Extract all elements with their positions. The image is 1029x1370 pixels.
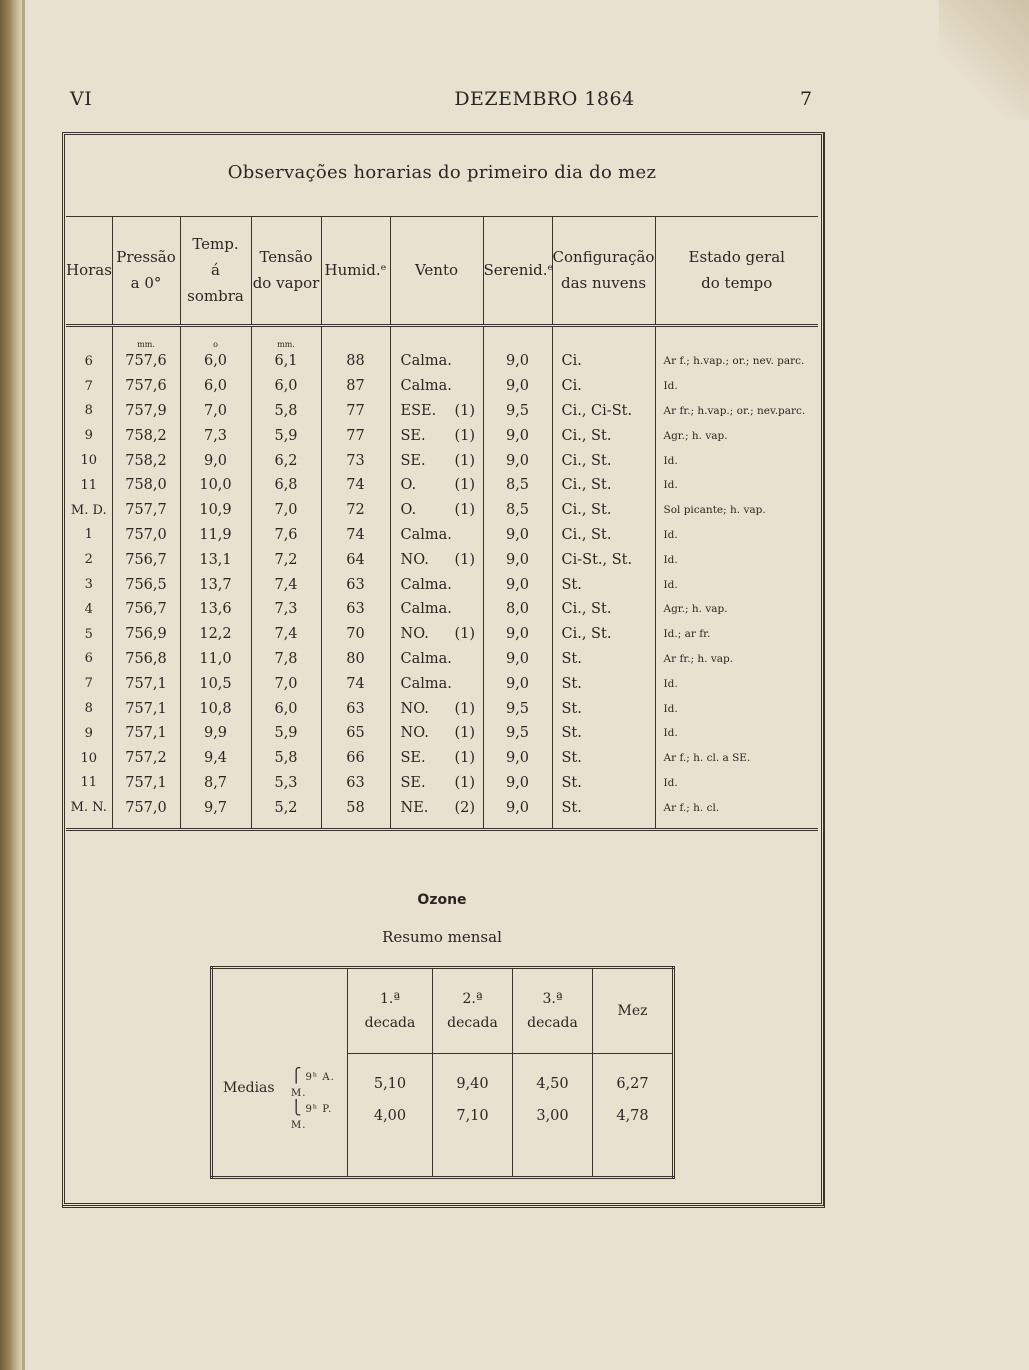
- cell-pressao: 757,0: [112, 795, 180, 820]
- cell-seren: 9,0: [483, 795, 552, 820]
- cell-config: Ci.: [552, 349, 655, 374]
- cell-humid: 73: [321, 448, 390, 473]
- cell-config: St.: [552, 795, 655, 820]
- col-header-serenid-line1: Serenid.ᵉ: [483, 261, 554, 279]
- cell-seren: 9,0: [483, 622, 552, 647]
- wind-force: (1): [454, 402, 476, 419]
- wind-force: (1): [454, 477, 476, 494]
- cell-tensao: 5,8: [251, 746, 321, 771]
- cell-tensao: 5,9: [251, 423, 321, 448]
- wind-direction: NE.: [400, 799, 429, 816]
- wind-force: (1): [454, 700, 476, 717]
- cell-vento: [390, 721, 483, 746]
- table-title-area: [66, 136, 818, 217]
- table-row: [66, 746, 818, 771]
- table-row: [66, 671, 818, 696]
- cell-config: Ci., St.: [552, 523, 655, 548]
- col-header-tensao-line1: Tensão: [259, 248, 313, 266]
- col-header-temp: [180, 216, 251, 326]
- table-row: [66, 622, 818, 647]
- cell-humid: 63: [321, 572, 390, 597]
- unit-temp: o: [180, 326, 251, 350]
- cell-estado: Sol picante; h. vap.: [655, 498, 818, 523]
- cell-config: St.: [552, 572, 655, 597]
- ozone-col-header-line1: Mez: [617, 1003, 648, 1019]
- ozone-value: 4,50: [513, 1054, 593, 1100]
- cell-vento: [390, 795, 483, 820]
- cell-estado: Id.: [655, 721, 818, 746]
- header-row: [66, 216, 818, 326]
- cell-estado: Ar f.; h.vap.; or.; nev. parc.: [655, 349, 818, 374]
- cell-tensao: 6,0: [251, 374, 321, 399]
- cell-estado: Agr.; h. vap.: [655, 423, 818, 448]
- cell-vento: [390, 498, 483, 523]
- cell-temp: 7,0: [180, 399, 251, 424]
- cell-temp: 6,0: [180, 374, 251, 399]
- cell-tensao: 7,4: [251, 622, 321, 647]
- cell-hora: 11: [80, 477, 98, 493]
- cell-hora: 4: [84, 601, 93, 617]
- cell-pressao: 756,7: [112, 597, 180, 622]
- page-heading: DEZEMBRO 1864: [454, 88, 635, 110]
- wind-direction: Calma.: [400, 576, 452, 593]
- ozone-title: Ozone: [417, 892, 467, 908]
- wind-direction: SE.: [400, 774, 426, 791]
- cell-seren: 9,0: [483, 523, 552, 548]
- table-row: [66, 399, 818, 424]
- cell-temp: 13,6: [180, 597, 251, 622]
- cell-pressao: 756,8: [112, 647, 180, 672]
- cell-hora: M. N.: [70, 800, 107, 816]
- cell-vento: [390, 349, 483, 374]
- table-row: [66, 771, 818, 796]
- cell-config: St.: [552, 671, 655, 696]
- cell-pressao: 757,6: [112, 349, 180, 374]
- unit-tensao: mm.: [251, 326, 321, 350]
- cell-humid: 66: [321, 746, 390, 771]
- cell-temp: 10,9: [180, 498, 251, 523]
- cell-humid: 63: [321, 696, 390, 721]
- cell-hora: 5: [84, 626, 93, 642]
- cell-vento: [390, 572, 483, 597]
- cell-humid: 64: [321, 547, 390, 572]
- cell-estado: Id.: [655, 523, 818, 548]
- cell-hora: 9: [84, 428, 93, 444]
- ozone-value: 4,00: [348, 1100, 433, 1178]
- cell-estado: Id.: [655, 547, 818, 572]
- cell-temp: 10,0: [180, 473, 251, 498]
- cell-hora: 10: [80, 750, 98, 766]
- cell-temp: 9,7: [180, 795, 251, 820]
- hourly-observations-table: [66, 216, 818, 831]
- cell-temp: 8,7: [180, 771, 251, 796]
- page-edge: [22, 0, 25, 1370]
- wind-direction: O.: [400, 477, 417, 494]
- cell-seren: 9,0: [483, 448, 552, 473]
- cell-config: Ci., St.: [552, 622, 655, 647]
- wind-direction: Calma.: [400, 601, 452, 618]
- table-title: Observações horarias do primeiro dia do mez: [227, 162, 657, 183]
- cell-humid: 74: [321, 671, 390, 696]
- table-row: [66, 523, 818, 548]
- cell-config: Ci., St.: [552, 498, 655, 523]
- cell-temp: 13,7: [180, 572, 251, 597]
- cell-tensao: 7,3: [251, 597, 321, 622]
- cell-config: Ci., St.: [552, 473, 655, 498]
- cell-vento: [390, 523, 483, 548]
- wind-direction: ESE.: [400, 402, 437, 419]
- wind-direction: SE.: [400, 750, 426, 767]
- cell-tensao: 5,2: [251, 795, 321, 820]
- cell-tensao: 6,1: [251, 349, 321, 374]
- ozone-col-header-line2: decada: [447, 1015, 498, 1031]
- cell-tensao: 7,0: [251, 498, 321, 523]
- cell-humid: 65: [321, 721, 390, 746]
- col-header-estado-line2: do tempo: [701, 274, 773, 292]
- col-header-temp-line2: á sombra: [187, 261, 244, 305]
- cell-humid: 58: [321, 795, 390, 820]
- cell-temp: 9,0: [180, 448, 251, 473]
- table-row: [66, 374, 818, 399]
- col-header-pressao-line2: a 0°: [130, 274, 162, 292]
- cell-vento: [390, 597, 483, 622]
- cell-pressao: 757,9: [112, 399, 180, 424]
- col-header-pressao-line1: Pressão: [116, 248, 176, 266]
- cell-pressao: 758,0: [112, 473, 180, 498]
- cell-config: St.: [552, 771, 655, 796]
- table-bottom-padding: [66, 820, 818, 830]
- wind-direction: Calma.: [400, 378, 452, 395]
- col-header-horas-line1: Horas: [66, 261, 112, 279]
- ozone-row-label: [212, 1100, 348, 1178]
- col-header-estado: [655, 216, 818, 326]
- cell-hora: 8: [84, 701, 93, 717]
- cell-vento: [390, 399, 483, 424]
- col-header-configuracao-line2: das nuvens: [560, 274, 647, 292]
- cell-pressao: 757,7: [112, 498, 180, 523]
- ozone-summary-table: [210, 966, 675, 1179]
- wind-force: (1): [454, 725, 476, 742]
- cell-seren: 9,0: [483, 572, 552, 597]
- col-header-tensao: [251, 216, 321, 326]
- cell-seren: 9,0: [483, 647, 552, 672]
- cell-hora: 10: [80, 453, 98, 469]
- table-row: [66, 721, 818, 746]
- ozone-col-header: [348, 968, 433, 1054]
- ozone-col-header-line1: 2.ª: [462, 991, 483, 1007]
- cell-pressao: 757,1: [112, 771, 180, 796]
- cell-hora: 2: [84, 552, 93, 568]
- table-row: [66, 448, 818, 473]
- wind-direction: O.: [400, 502, 417, 519]
- wind-direction: Calma.: [400, 675, 452, 692]
- cell-hora: 7: [84, 676, 93, 692]
- wind-direction: SE.: [400, 452, 426, 469]
- cell-tensao: 5,9: [251, 721, 321, 746]
- ozone-col-header-line1: 1.ª: [379, 991, 400, 1007]
- unit-pressao: mm.: [112, 326, 180, 350]
- cell-tensao: 5,3: [251, 771, 321, 796]
- cell-hora: M. D.: [70, 502, 107, 518]
- cell-seren: 9,0: [483, 671, 552, 696]
- brace-icon: ⎧: [291, 1067, 302, 1084]
- cell-seren: 9,5: [483, 721, 552, 746]
- medias-label: Medias: [223, 1079, 275, 1096]
- cell-estado: Ar f.; h. cl.: [655, 795, 818, 820]
- ozone-value: 9,40: [433, 1054, 513, 1100]
- cell-tensao: 6,0: [251, 696, 321, 721]
- cell-humid: 74: [321, 523, 390, 548]
- cell-estado: Id.: [655, 473, 818, 498]
- cell-seren: 9,0: [483, 374, 552, 399]
- cell-hora: 9: [84, 725, 93, 741]
- cell-config: St.: [552, 647, 655, 672]
- cell-estado: Ar f.; h. cl. a SE.: [655, 746, 818, 771]
- wind-direction: NO.: [400, 626, 429, 643]
- wind-force: (1): [454, 551, 476, 568]
- ozone-value: 5,10: [348, 1054, 433, 1100]
- cell-vento: [390, 696, 483, 721]
- table-row: [66, 349, 818, 374]
- cell-vento: [390, 423, 483, 448]
- cell-temp: 10,5: [180, 671, 251, 696]
- cell-seren: 9,0: [483, 547, 552, 572]
- cell-vento: [390, 622, 483, 647]
- cell-estado: Id.: [655, 771, 818, 796]
- cell-hora: 1: [84, 527, 93, 543]
- cell-pressao: 757,6: [112, 374, 180, 399]
- cell-tensao: 5,8: [251, 399, 321, 424]
- cell-tensao: 7,6: [251, 523, 321, 548]
- cell-pressao: 756,7: [112, 547, 180, 572]
- cell-config: St.: [552, 696, 655, 721]
- cell-tensao: 7,4: [251, 572, 321, 597]
- cell-config: Ci., St.: [552, 597, 655, 622]
- cell-vento: [390, 746, 483, 771]
- cell-estado: Id.: [655, 696, 818, 721]
- col-header-pressao: [112, 216, 180, 326]
- cell-seren: 8,0: [483, 597, 552, 622]
- cell-humid: 63: [321, 597, 390, 622]
- wind-force: (1): [454, 427, 476, 444]
- ozone-col-header: [433, 968, 513, 1054]
- cell-seren: 8,5: [483, 498, 552, 523]
- ozone-time-label: 9ʰ A. M.: [291, 1071, 335, 1099]
- cell-humid: 80: [321, 647, 390, 672]
- cell-humid: 87: [321, 374, 390, 399]
- ozone-row: [212, 1100, 674, 1178]
- cell-tensao: 7,0: [251, 671, 321, 696]
- wind-direction: NO.: [400, 551, 429, 568]
- cell-vento: [390, 647, 483, 672]
- wind-force: (1): [454, 750, 476, 767]
- cell-pressao: 757,1: [112, 671, 180, 696]
- cell-vento: [390, 771, 483, 796]
- cell-seren: 9,0: [483, 771, 552, 796]
- cell-temp: 9,4: [180, 746, 251, 771]
- cell-tensao: 7,8: [251, 647, 321, 672]
- table-row: [66, 696, 818, 721]
- ozone-subtitle: Resumo mensal: [382, 928, 502, 946]
- cell-hora: 6: [84, 353, 93, 369]
- cell-vento: [390, 448, 483, 473]
- col-header-humid: [321, 216, 390, 326]
- cell-tensao: 7,2: [251, 547, 321, 572]
- cell-config: Ci., St.: [552, 423, 655, 448]
- cell-vento: [390, 374, 483, 399]
- cell-humid: 77: [321, 399, 390, 424]
- wind-direction: SE.: [400, 427, 426, 444]
- wind-direction: Calma.: [400, 650, 452, 667]
- cell-vento: [390, 547, 483, 572]
- cell-estado: Id.: [655, 374, 818, 399]
- col-header-humid-line1: Humid.ᵉ: [324, 261, 387, 279]
- ozone-col-header-line1: 3.ª: [542, 991, 563, 1007]
- cell-pressao: 758,2: [112, 448, 180, 473]
- cell-pressao: 757,1: [112, 696, 180, 721]
- cell-seren: 9,0: [483, 349, 552, 374]
- table-row: [66, 795, 818, 820]
- table-row: [66, 572, 818, 597]
- cell-hora: 11: [80, 775, 98, 791]
- cell-temp: 10,8: [180, 696, 251, 721]
- book-binding: [0, 0, 22, 1370]
- cell-hora: 3: [84, 577, 93, 593]
- wind-force: (1): [454, 626, 476, 643]
- wind-force: (2): [454, 799, 476, 816]
- col-header-serenid: [483, 216, 552, 326]
- ozone-col-header-line2: decada: [527, 1015, 578, 1031]
- wind-force: (1): [454, 452, 476, 469]
- cell-config: St.: [552, 746, 655, 771]
- cell-temp: 11,0: [180, 647, 251, 672]
- cell-config: Ci.: [552, 374, 655, 399]
- cell-estado: Id.; ar fr.: [655, 622, 818, 647]
- ozone-value: 3,00: [513, 1100, 593, 1178]
- cell-estado: Ar fr.; h.vap.; or.; nev.parc.: [655, 399, 818, 424]
- wind-direction: Calma.: [400, 526, 452, 543]
- col-header-estado-line1: Estado geral: [688, 248, 785, 266]
- cell-pressao: 758,2: [112, 423, 180, 448]
- cell-hora: 7: [84, 378, 93, 394]
- brace-icon: ⎩: [291, 1099, 302, 1116]
- ozone-col-header: [593, 968, 674, 1054]
- cell-humid: 88: [321, 349, 390, 374]
- table-row: [66, 498, 818, 523]
- ozone-value: 6,27: [593, 1054, 674, 1100]
- cell-estado: Id.: [655, 572, 818, 597]
- col-header-horas: [66, 216, 112, 326]
- cell-estado: Agr.; h. vap.: [655, 597, 818, 622]
- page-number: 7: [800, 88, 813, 110]
- ozone-row-label: [212, 1054, 348, 1100]
- col-header-vento: [390, 216, 483, 326]
- col-header-vento-line1: Vento: [414, 261, 459, 279]
- cell-config: Ci., St.: [552, 448, 655, 473]
- cell-pressao: 757,1: [112, 721, 180, 746]
- cell-config: Ci-St., St.: [552, 547, 655, 572]
- cell-tensao: 6,2: [251, 448, 321, 473]
- cell-vento: [390, 671, 483, 696]
- units-row: [66, 326, 818, 350]
- cell-humid: 70: [321, 622, 390, 647]
- cell-temp: 12,2: [180, 622, 251, 647]
- col-header-temp-line1: Temp.: [192, 235, 239, 253]
- wind-force: (1): [454, 774, 476, 791]
- table-row: [66, 647, 818, 672]
- cell-hora: 6: [84, 651, 93, 667]
- wind-force: (1): [454, 502, 476, 519]
- cell-humid: 77: [321, 423, 390, 448]
- cell-seren: 9,0: [483, 423, 552, 448]
- ozone-value: 4,78: [593, 1100, 674, 1178]
- cell-tensao: 6,8: [251, 473, 321, 498]
- cell-config: Ci., Ci-St.: [552, 399, 655, 424]
- col-header-configuracao: [552, 216, 655, 326]
- ozone-row: [212, 1054, 674, 1100]
- table-row: [66, 423, 818, 448]
- col-header-tensao-line2: do vapor: [252, 274, 320, 292]
- cell-pressao: 757,0: [112, 523, 180, 548]
- cell-seren: 9,5: [483, 399, 552, 424]
- ozone-col-header: [513, 968, 593, 1054]
- cell-temp: 7,3: [180, 423, 251, 448]
- ozone-col-header-line2: decada: [364, 1015, 416, 1031]
- cell-estado: Id.: [655, 671, 818, 696]
- cell-seren: 9,5: [483, 696, 552, 721]
- cell-temp: 6,0: [180, 349, 251, 374]
- table-row: [66, 597, 818, 622]
- ozone-time-label: 9ʰ P. M.: [291, 1103, 333, 1131]
- cell-humid: 74: [321, 473, 390, 498]
- col-header-configuracao-line1: Configuração: [552, 248, 655, 266]
- cell-pressao: 756,9: [112, 622, 180, 647]
- cell-pressao: 757,2: [112, 746, 180, 771]
- cell-temp: 11,9: [180, 523, 251, 548]
- cell-temp: 9,9: [180, 721, 251, 746]
- ozone-header-row: [212, 968, 674, 1054]
- wind-direction: NO.: [400, 725, 429, 742]
- cell-config: St.: [552, 721, 655, 746]
- cell-estado: Ar fr.; h. vap.: [655, 647, 818, 672]
- cell-humid: 72: [321, 498, 390, 523]
- table-row: [66, 473, 818, 498]
- table-row: [66, 547, 818, 572]
- cell-estado: Id.: [655, 448, 818, 473]
- cell-humid: 63: [321, 771, 390, 796]
- cell-pressao: 756,5: [112, 572, 180, 597]
- wind-direction: NO.: [400, 700, 429, 717]
- cell-seren: 9,0: [483, 746, 552, 771]
- cell-temp: 13,1: [180, 547, 251, 572]
- cell-seren: 8,5: [483, 473, 552, 498]
- wind-direction: Calma.: [400, 353, 452, 370]
- ozone-value: 7,10: [433, 1100, 513, 1178]
- cell-vento: [390, 473, 483, 498]
- cell-hora: 8: [84, 403, 93, 419]
- section-number: VI: [70, 88, 93, 110]
